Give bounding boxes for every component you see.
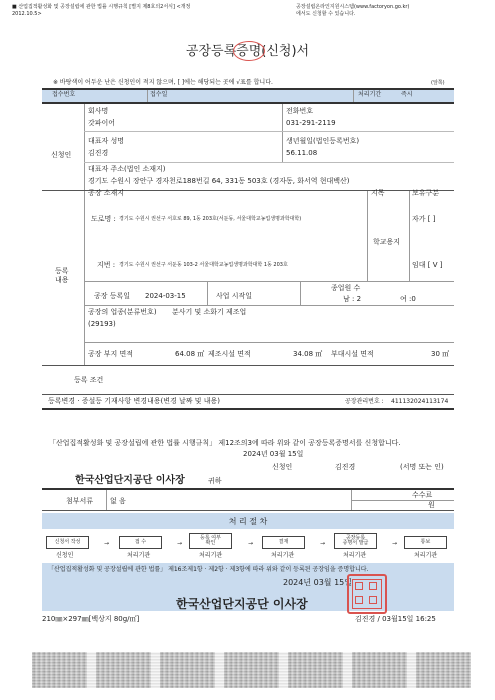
process-title: 처 리 절 차 [228,517,268,526]
arrow-right-icon: → [248,540,254,547]
recipient-suffix: 귀하 [208,477,222,485]
industry-value: 분사기 및 소화기 제조업 [172,308,247,316]
divider [147,90,148,102]
manufacturing-area-value: 34.08 ㎡ [293,350,323,358]
online-system-line1: 공장설립온라인지원시스템(www.factoryon.go.kr) [296,4,410,10]
owned-checkbox[interactable]: 자가 [ ] [412,215,436,223]
title-circled-word: 증명 [236,45,261,58]
land-category-value: 학교용지 [373,238,401,246]
birth-date-label: 생년월일(법인등록번호) [286,137,360,145]
divider [42,394,454,395]
certification-text: 「산업집적활성화 및 공장설립에 관한 법률」 제16조제1항 · 제2항 · 제3항에 따라 위와 같이 등록된 공장임을 증명합니다. [48,566,369,573]
applicant-section-label: 신청인 [51,151,72,159]
phone-label: 전화번호 [286,107,314,115]
registration-date-value: 2024-03-15 [145,292,186,300]
step-actor: 처리기관 [343,552,367,559]
divider [106,490,107,510]
address-label: 대표자 주소(법인 소재지) [88,165,166,173]
business-start-label: 사업 시작일 [216,292,253,300]
management-number-label: 공장관리번호 : [345,398,384,405]
road-address-label: 도로명 : [91,215,116,223]
declaration-date: 2024년 03월 15일 [243,450,304,458]
industry-label: 공장의 업종(분류번호) [88,308,157,316]
online-system-line2: 에서도 신청할 수 있습니다. [296,11,356,17]
divider [353,90,354,102]
issuer-name: 한국산업단지공단 이사장 [176,597,308,611]
divider [84,162,454,163]
factory-location-label: 공장 소재지 [88,189,125,197]
step-actor: 신청인 [56,552,74,559]
fee-unit: 원 [428,501,435,509]
changes-label: 등록변경 · 증설등 기재사항 변경내용(변경 날짜 및 내용) [48,397,221,405]
manufacturing-area-label: 제조시설 면적 [208,350,251,358]
step-actor: 처리기관 [199,552,223,559]
address-value: 경기도 수원시 장안구 경자천로188번길 64, 331동 503호 (경자동, 화서역 현대백산) [88,177,350,185]
receipt-number-label: 접수번호 [52,91,76,98]
processing-period-value: 즉시 [401,91,413,98]
paper-spec: 210㎜×297㎜[백상지 80g/㎡] [42,615,140,623]
declaration-text: 「산업집적활성화 및 공장설립에 관한 법률 시행규칙」 제12조의3에 따라 위와 같이 공장등록증명서를 신청합니다. [49,439,401,447]
page-side-label: (앞쪽) [431,80,445,86]
company-name-label: 회사명 [88,107,109,115]
employees-female: 여 :0 [400,295,416,303]
conditions-label: 등록 조건 [74,376,104,384]
step-actor: 처리기관 [414,552,438,559]
ownership-label: 보유구분 [412,189,440,197]
land-category-label: 지목 [371,189,385,197]
registration-date-label: 공장 등록일 [94,292,131,300]
official-seal-stamp [347,574,387,614]
divider [42,102,454,104]
issued-info: 김진경 / 03월15일 16:25 [355,615,436,623]
divider [84,104,85,191]
arrow-right-icon: → [392,540,398,547]
representative-value: 김진경 [88,149,109,157]
receipt-row [42,88,454,102]
form-reference-line1: ■ 산업집적활성화 및 공장설립에 관한 법률 시행규칙 [별지 제8호의2서식] <개정 [12,4,191,10]
arrow-right-icon: → [320,540,326,547]
attachments-label: 첨부서류 [66,497,94,505]
arrow-right-icon: → [177,540,183,547]
step-approval: 결재 [262,536,305,549]
divider [351,500,454,501]
lot-address-label: 지번 : [97,261,116,269]
industry-code: (29193) [88,320,116,328]
representative-label: 대표자 성명 [88,137,125,145]
security-pattern-overlay [32,652,471,688]
birth-date-value: 56.11.08 [286,149,318,157]
leased-checkbox[interactable]: 임대 [ V ] [412,261,443,269]
divider [300,282,301,306]
divider [42,510,454,511]
divider [367,191,368,281]
title-rest: (신청)서 [261,44,310,59]
table-top-border [42,88,454,90]
divider [84,281,454,282]
employees-male: 남 : 2 [343,295,362,303]
step-verification: 등록 여부 확인 [189,533,232,549]
attachments-value: 없 음 [110,497,126,505]
processing-period-label: 처리기간 [358,91,382,98]
divider [409,191,410,281]
document-title [0,45,495,58]
divider [282,104,283,162]
notice-text: ※ 바탕색이 어두운 난은 신청인이 적지 않으며, [ ]에는 해당되는 곳에 √표를 합니다. [53,79,273,86]
applicant-signature-label: 신청인 [272,463,293,471]
registration-section-label-2: 내용 [55,276,69,284]
company-name-value: 갓파이어 [88,119,116,127]
step-issuance: 공장등록 증명서 발급 [334,533,377,549]
auxiliary-area-value: 30 ㎡ [431,350,450,358]
road-address-value: 경기도 수원시 권선구 서호로 89, 1동 203호(서둔동, 서울대학교농업생명과학대학) [119,216,302,222]
divider [84,131,454,132]
step-actor: 처리기관 [271,552,295,559]
divider [84,191,85,365]
divider [42,488,454,490]
step-receipt: 접 수 [119,536,162,549]
lot-address-value: 경기도 수원시 권선구 서둔동 103-2 서울대학교농업생명과학대학 1동 203호 [119,262,288,268]
fee-label: 수수료 [412,491,433,499]
arrow-right-icon: → [104,540,110,547]
applicant-signature-name: 김진경 [335,463,356,471]
site-area-value: 64.08 ㎡ [175,350,205,358]
step-application: 신청서 작성 [46,536,89,549]
signature-placeholder: (서명 또는 인) [400,463,444,471]
recipient-name: 한국산업단지공단 이사장 [75,475,185,486]
auxiliary-area-label: 부대시설 면적 [331,350,374,358]
divider [84,305,454,306]
receipt-date-label: 접수일 [150,91,168,98]
divider [42,365,454,366]
registration-section-label-1: 등록 [55,267,69,275]
step-notification: 통보 [404,536,447,549]
certification-date: 2024년 03월 15일 [283,578,352,587]
step-actor: 처리기관 [127,552,151,559]
circle-mark [233,41,265,61]
form-reference-line2: 2012.10.5> [12,11,42,17]
divider [84,342,454,343]
title-main: 공장등록 [185,44,237,59]
divider [42,408,454,410]
site-area-label: 공장 부지 면적 [88,350,134,358]
divider [207,282,208,306]
employees-label: 종업원 수 [331,284,361,292]
phone-value: 031-291-2119 [286,119,336,127]
management-number-value: 411132024113174 [391,398,449,405]
